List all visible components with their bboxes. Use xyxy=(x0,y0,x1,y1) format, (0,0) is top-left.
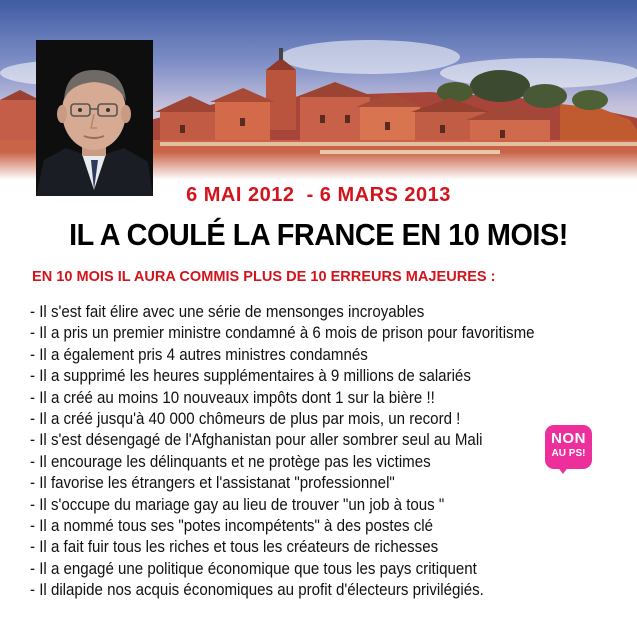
date-range: 6 MAI 2012 - 6 MARS 2013 xyxy=(186,184,451,206)
list-item: - Il a engagé une politique économique que tous les pays critiquent xyxy=(30,559,477,578)
badge-tail xyxy=(557,466,569,474)
list-item: - Il favorise les étrangers et l'assistanat "professionnel" xyxy=(30,474,395,493)
portrait-photo xyxy=(36,40,153,196)
errors-list xyxy=(30,302,578,602)
badge-line-1: NON xyxy=(551,430,586,447)
list-item: - Il encourage les délinquants et ne protège pas les victimes xyxy=(30,452,431,471)
list-item: - Il dilapide nos acquis économiques au profit d'électeurs privilégiés. xyxy=(30,581,484,600)
list-item: - Il s'occupe du mariage gay au lieu de trouver "un job à tous " xyxy=(30,495,445,514)
list-item: - Il a fait fuir tous les riches et tous les créateurs de richesses xyxy=(30,538,439,557)
list-item: - Il s'est fait élire avec une série de mensonges incroyables xyxy=(30,303,425,321)
list-item: - Il s'est désengagé de l'Afghanistan pour aller sombrer seul au Mali xyxy=(30,431,483,450)
subheadline: EN 10 MOIS IL AURA COMMIS PLUS DE 10 ERREURS MAJEURES : xyxy=(32,268,496,285)
headline: IL A COULÉ LA FRANCE EN 10 MOIS! xyxy=(69,217,568,252)
badge-line-2: AU PS! xyxy=(551,448,586,459)
non-au-ps-badge xyxy=(545,425,592,469)
list-item: - Il a pris un premier ministre condamné à 6 mois de prison pour favoritisme xyxy=(30,324,535,343)
list-item: - Il a nommé tous ses "potes incompétents" à des postes clé xyxy=(30,517,433,536)
list-item: - Il a créé au moins 10 nouveaux impôts dont 1 sur la bière !! xyxy=(30,388,435,407)
list-item: - Il a créé jusqu'à 40 000 chômeurs de plus par mois, un record ! xyxy=(30,410,461,429)
list-item: - Il a supprimé les heures supplémentaires à 9 millions de salariés xyxy=(30,367,471,386)
list-item: - Il a également pris 4 autres ministres condamnés xyxy=(30,345,368,364)
